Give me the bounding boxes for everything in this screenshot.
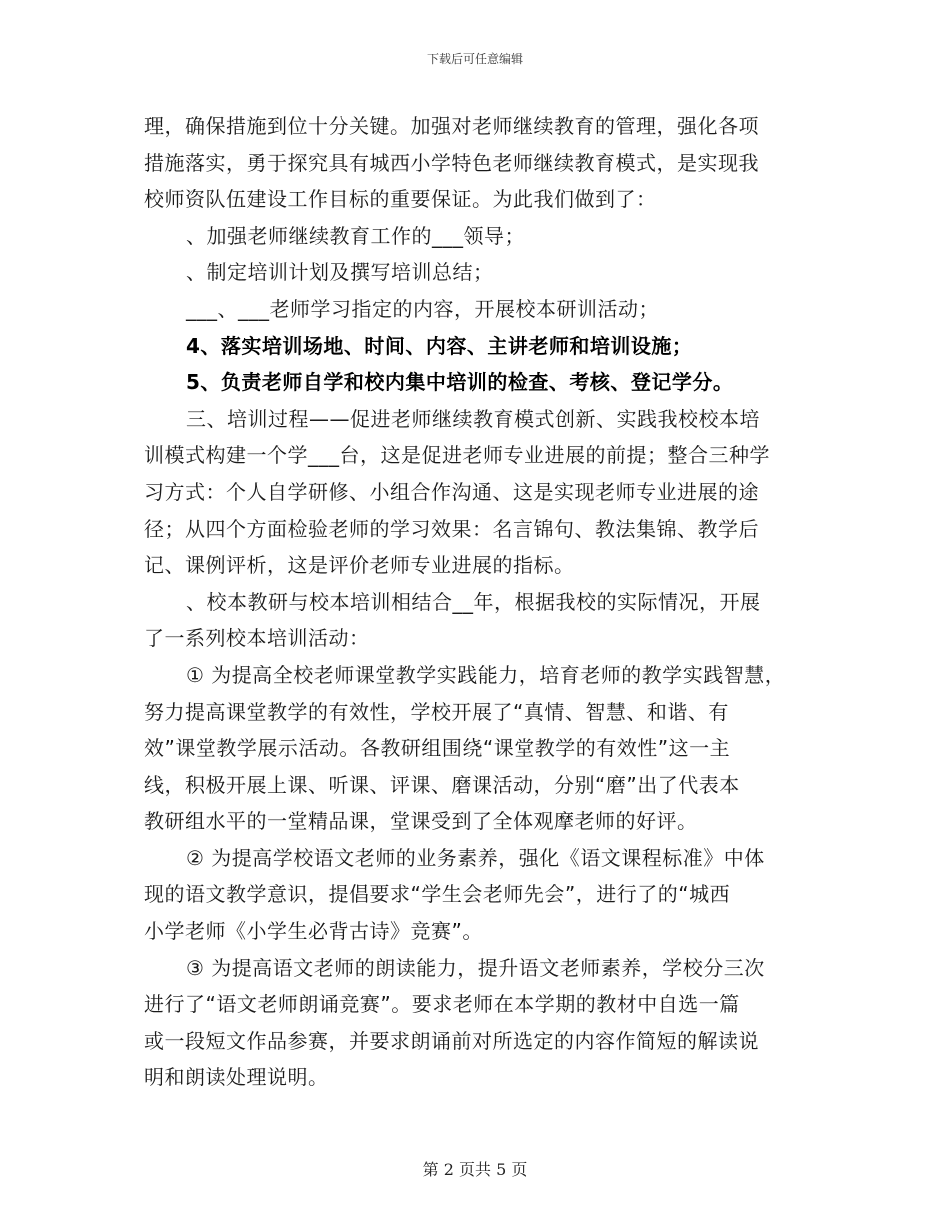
text-line: 径；从四个方面检验老师的学习效果：名言锦句、教法集锦、教学后 [144,516,759,541]
text-line: 了一系列校本培训活动： [144,626,370,651]
text-line: 习方式：个人自学研修、小组合作沟通、这是实现老师专业进展的途 [144,479,759,504]
page-header: 下载后可任意编辑 [426,52,523,66]
page-footer: 第 2 页共 5 页 [422,1160,528,1179]
text-line: ___、___老师学习指定的内容，开展校本研训活动； [186,296,659,321]
text-line: 小学老师《小学生必背古诗》竞赛”。 [144,919,483,944]
text-line: 明和朗读处理说明。 [144,1065,329,1090]
document-body [144,108,810,1096]
text-line: 记、课例评析，这是评价老师专业进展的指标。 [144,553,575,578]
text-line: 措施落实，勇于探究具有城西小学特色老师继续教育模式，是实现我 [144,150,759,175]
text-line: 三、培训过程——促进老师继续教育模式创新、实践我校校本培 [186,406,760,431]
text-line: 线，积极开展上课、听课、评课、磨课活动，分别“磨”出了代表本 [144,772,740,797]
text-line: 努力提高课堂教学的有效性，学校开展了“真情、智慧、和谐、有 [144,699,729,724]
text-line: 、加强老师继续教育工作的___领导； [186,223,525,248]
text-line: 效”课堂教学展示活动。各教研组围绕“课堂教学的有效性”这一主 [144,736,731,761]
text-line: ② 为提高学校语文老师的业务素养，强化《语文课程标准》中体 [186,845,765,870]
text-line: 教研组水平的一堂精品课，堂课受到了全体观摩老师的好评。 [144,809,698,834]
text-line: 、制定培训计划及撰写培训总结； [186,260,494,285]
text-line: 训模式构建一个学___台，这是促进老师专业进展的前提；整合三种学 [144,443,770,468]
text-line: 校师资队伍建设工作目标的重要保证。为此我们做到了： [144,187,657,212]
text-line: 现的语文教学意识，提倡要求“学生会老师先会”，进行了的“城西 [144,882,731,907]
text-line: 理，确保措施到位十分关键。加强对老师继续教育的管理，强化各项 [144,114,759,138]
text-line: 进行了“语文老师朗诵竞赛”。要求老师在本学期的教材中自选一篇 [144,992,740,1017]
text-line: ③ 为提高语文老师的朗读能力，提升语文老师素养，学校分三次 [186,955,765,980]
text-line: 5、负责老师自学和校内集中培训的检查、考核、登记学分。 [186,370,734,395]
text-line: ① 为提高全校老师课堂教学实践能力，培育老师的教学实践智慧， [186,662,786,687]
text-line: 4、落实培训场地、时间、内容、主讲老师和培训设施； [186,333,693,358]
text-line: 或一段短文作品参赛，并要求朗诵前对所选定的内容作简短的解读说 [144,1028,759,1053]
text-line: 、校本教研与校本培训相结合__年，根据我校的实际情况，开展 [186,589,761,614]
